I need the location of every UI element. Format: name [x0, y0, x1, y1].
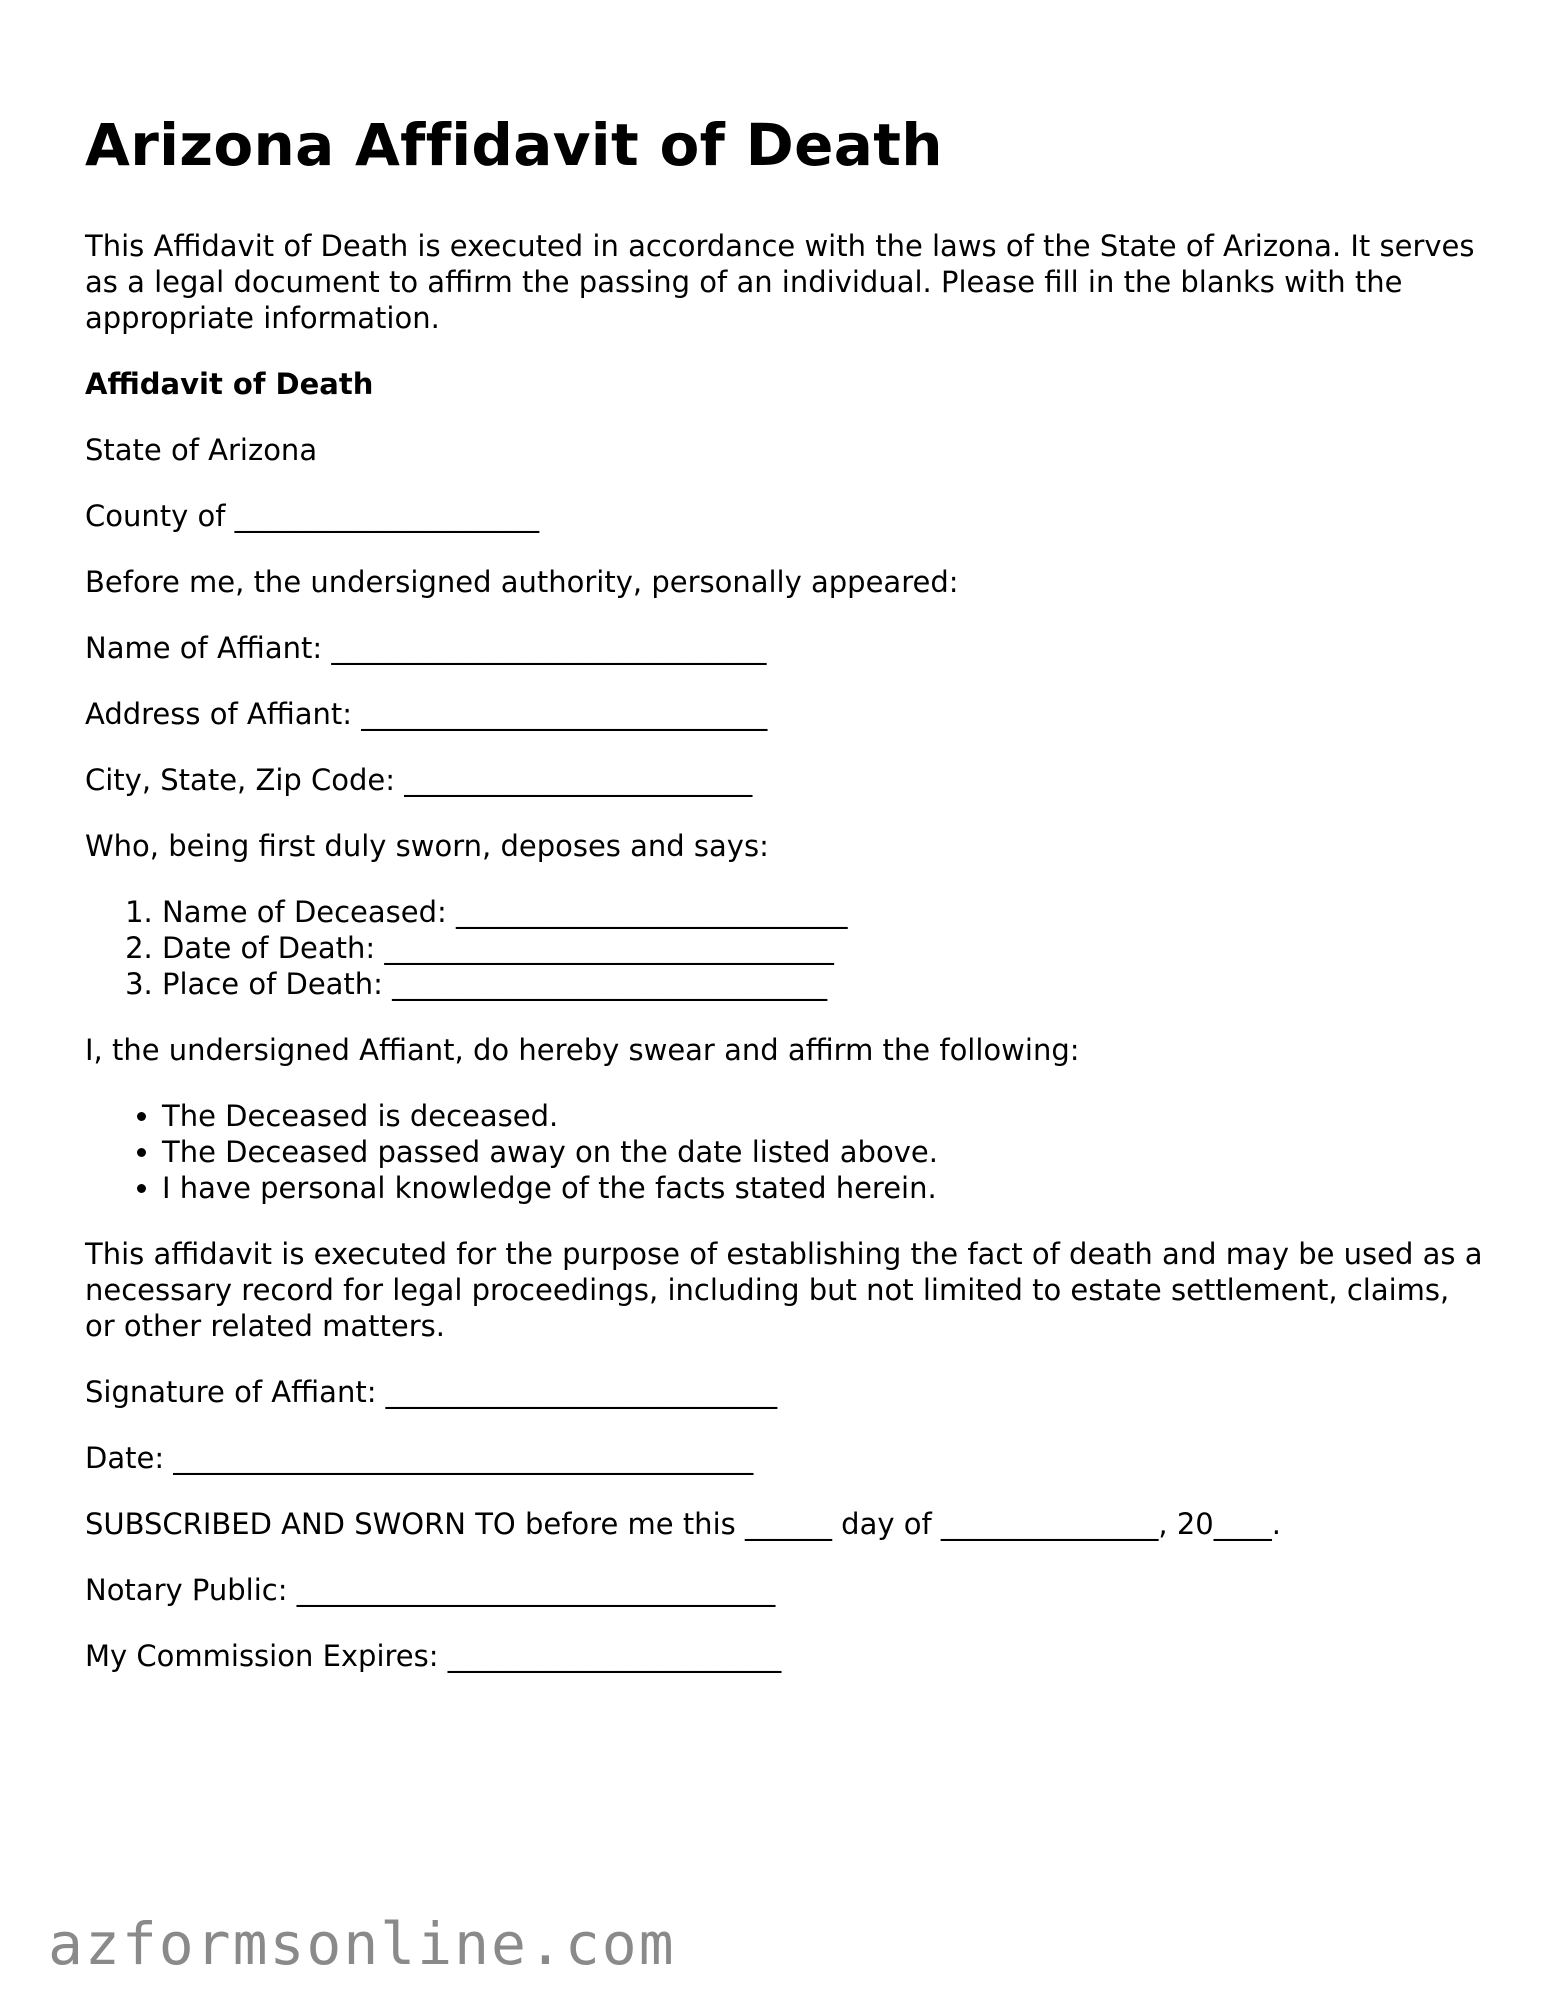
- signature-line: Signature of Affiant: ___________________________: [85, 1375, 778, 1409]
- notary-line: Notary Public: _________________________________: [85, 1573, 776, 1607]
- list-item: 2. Date of Death: _______________________________: [162, 930, 1485, 966]
- document-page: [85, 108, 1485, 1704]
- affiant-name-line: Name of Affiant: ______________________________: [85, 631, 767, 665]
- list-item: • The Deceased is deceased.: [162, 1098, 1485, 1134]
- deceased-details-list: [85, 894, 1485, 1002]
- list-item: • I have personal knowledge of the facts stated herein.: [162, 1170, 1485, 1206]
- commission-line: My Commission Expires: _______________________: [85, 1639, 782, 1673]
- state-line: State of Arizona: [85, 433, 318, 467]
- county-line: County of _____________________: [85, 499, 540, 533]
- list-item: 3. Place of Death: ______________________________: [162, 966, 1485, 1002]
- section-heading: Affidavit of Death: [85, 367, 374, 401]
- purpose-paragraph: This affidavit is executed for the purpose of establishing the fact of death and may be used as a necessary record for legal proceedings, including but not limited to estate settlement, claims, or other related matters.: [85, 1237, 1483, 1343]
- date-line: Date: ________________________________________: [85, 1441, 754, 1475]
- intro-paragraph: This Affidavit of Death is executed in accordance with the laws of the State of Arizona. It serves as a legal document to affirm the passing of an individual. Please fill in the blanks with the appropriate information.: [85, 229, 1475, 335]
- watermark: azformsonline.com: [48, 1910, 676, 1978]
- list-item: 1. Name of Deceased: ___________________________: [162, 894, 1485, 930]
- affirmation-list: [85, 1098, 1485, 1206]
- page-title: Arizona Affidavit of Death: [85, 111, 943, 179]
- list-item: • The Deceased passed away on the date listed above.: [162, 1134, 1485, 1170]
- sworn-statement: Who, being first duly sworn, deposes and says:: [85, 829, 769, 863]
- subscribed-line: SUBSCRIBED AND SWORN TO before me this ______ day of _______________, 20____.: [85, 1507, 1281, 1541]
- before-me-statement: Before me, the undersigned authority, personally appeared:: [85, 565, 959, 599]
- affirm-statement: I, the undersigned Affiant, do hereby swear and affirm the following:: [85, 1033, 1080, 1067]
- affiant-city-line: City, State, Zip Code: ________________________: [85, 763, 753, 797]
- affiant-address-line: Address of Affiant: ____________________________: [85, 697, 768, 731]
